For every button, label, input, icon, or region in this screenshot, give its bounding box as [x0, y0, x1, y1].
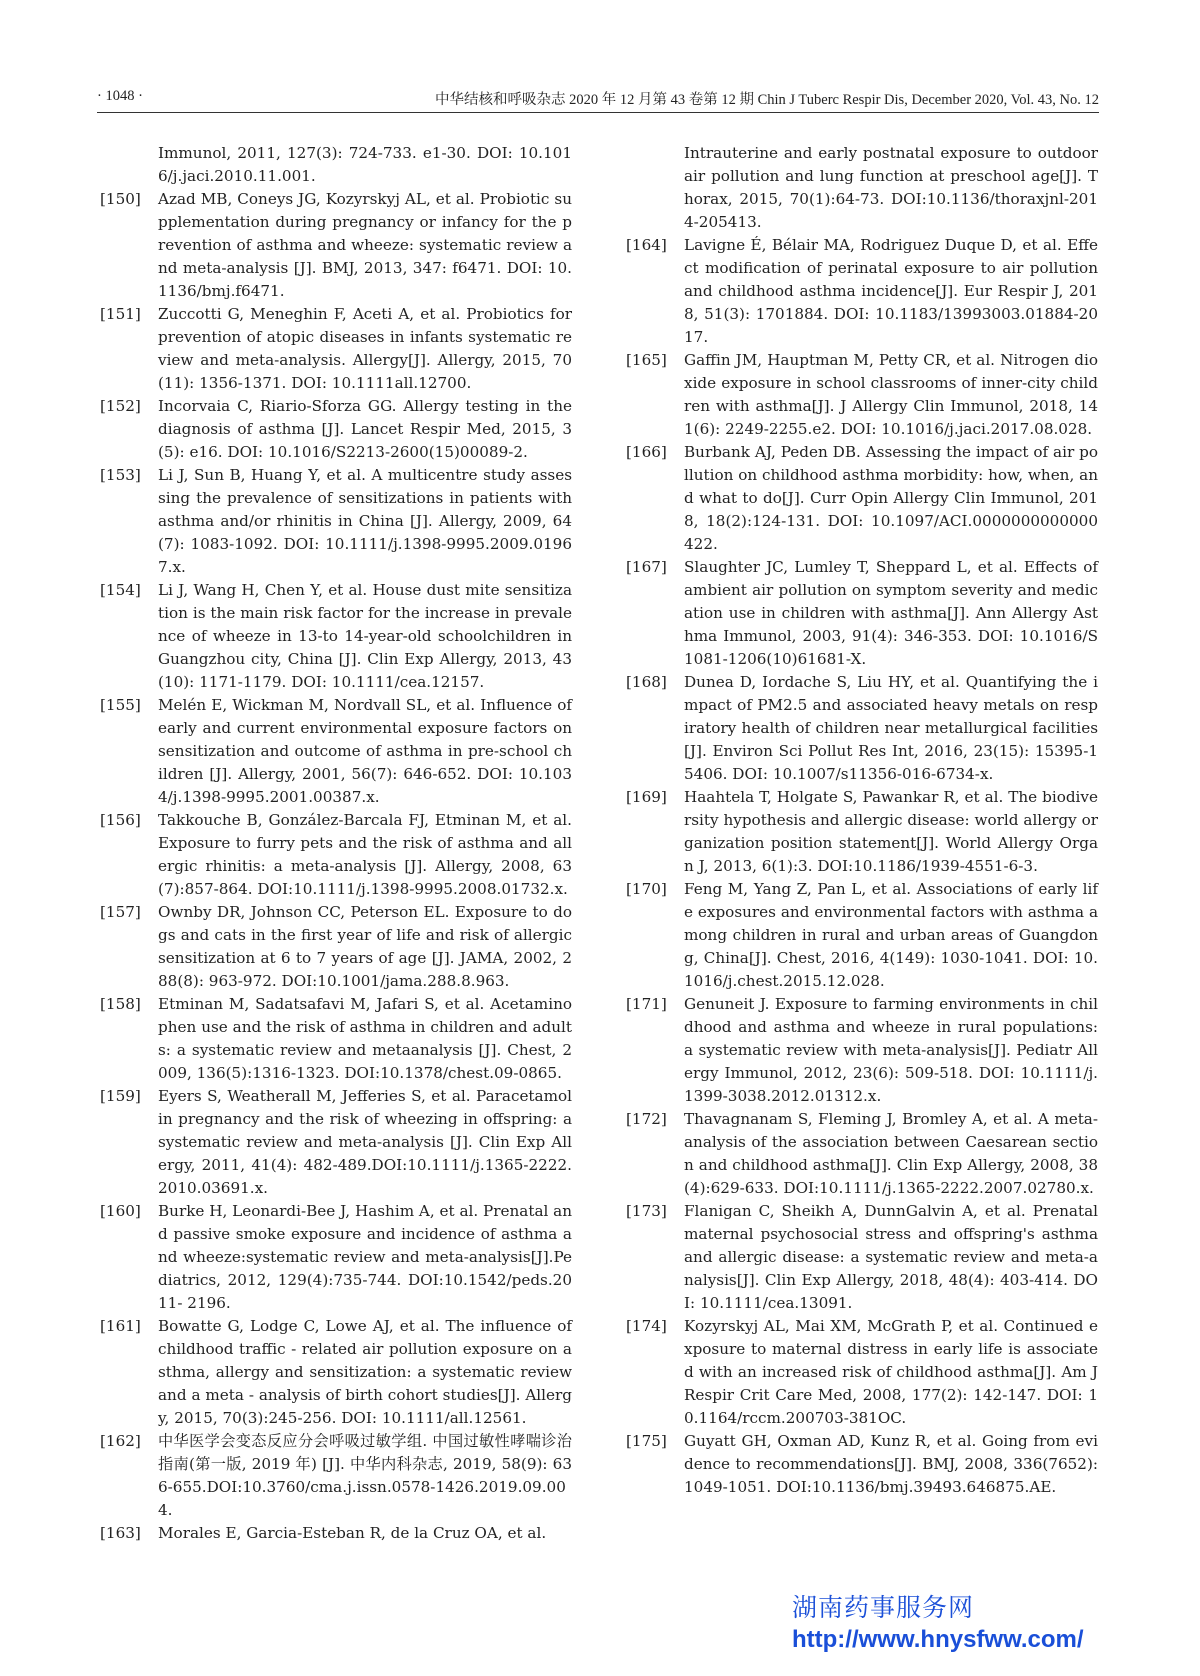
reference-number: [167] — [626, 558, 667, 576]
reference-entry — [626, 993, 1098, 1108]
reference-entry — [100, 694, 572, 809]
reference-entry — [100, 579, 572, 694]
reference-number: [164] — [626, 236, 667, 254]
reference-number: [163] — [100, 1524, 141, 1542]
reference-number: [173] — [626, 1202, 667, 1220]
reference-number: [152] — [100, 397, 141, 415]
reference-number: [165] — [626, 351, 667, 369]
reference-text: Burke H, Leonardi-Bee J, Hashim A, et al. Prenatal and passive smoke exposure and incidence of asthma and wheeze:systematic review and meta-analysis[J].Pediatrics, 2012, 129(4):735-744. DOI:10.1542/peds.2011- 2196. — [158, 1202, 573, 1312]
reference-number: [159] — [100, 1087, 141, 1105]
reference-number: [170] — [626, 880, 667, 898]
reference-number: [175] — [626, 1432, 667, 1450]
reference-text: Lavigne É, Bélair MA, Rodriguez Duque D, et al. Effect modification of perinatal exposure to air pollution and childhood asthma incidence[J]. Eur Respir J, 2018, 51(3): 1701884. DOI: 10.1183/13993003.01884-2017. — [684, 236, 1098, 346]
page-number: · 1048 · — [97, 88, 143, 104]
reference-text: Melén E, Wickman M, Nordvall SL, et al. Influence of early and current environmental exposure factors on sensitization and outcome of asthma in pre-school children [J]. Allergy, 2001, 56(7): 646-652. DOI: 10.1034/j.1398-9995.2001.00387.x. — [158, 696, 572, 806]
reference-number: [168] — [626, 673, 667, 691]
reference-entry — [626, 878, 1098, 993]
reference-number: [161] — [100, 1317, 141, 1335]
reference-text: Ownby DR, Johnson CC, Peterson EL. Exposure to dogs and cats in the first year of life and risk of allergic sensitization at 6 to 7 years of age [J]. JAMA, 2002, 288(8): 963-972. DOI:10.1001/jama.288.8.963. — [158, 903, 572, 990]
reference-text: Kozyrskyj AL, Mai XM, McGrath P, et al. Continued exposure to maternal distress in early life is associated with an increased risk of childhood asthma[J]. Am J Respir Crit Care Med, 2008, 177(2): 142-147. DOI: 10.1164/rccm.200703-381OC. — [684, 1317, 1098, 1427]
reference-text: Eyers S, Weatherall M, Jefferies S, et al. Paracetamol in pregnancy and the risk of wheezing in offspring: a systematic review and meta-analysis [J]. Clin Exp Allergy, 2011, 41(4): 482-489.DOI:10.1111/j.1365-2222.2010.03691.x. — [158, 1087, 572, 1197]
reference-entry — [100, 464, 572, 579]
reference-entry — [626, 441, 1098, 556]
reference-text: Thavagnanam S, Fleming J, Bromley A, et al. A meta-analysis of the association between Caesarean section and childhood asthma[J]. Clin Exp Allergy, 2008, 38(4):629-633. DOI:10.1111/j.1365-2222.2007.02780.x. — [684, 1110, 1098, 1197]
reference-entry — [100, 993, 572, 1085]
reference-number: [162] — [100, 1432, 141, 1450]
page-header — [97, 82, 1099, 113]
reference-number: [174] — [626, 1317, 667, 1335]
reference-text: Zuccotti G, Meneghin F, Aceti A, et al. Probiotics for prevention of atopic diseases in infants systematic review and meta-analysis. Allergy[J]. Allergy, 2015, 70(11): 1356-1371. DOI: 10.1111all.12700. — [158, 305, 572, 392]
reference-number: [158] — [100, 995, 141, 1013]
reference-entry — [100, 1085, 572, 1200]
reference-entry — [626, 234, 1098, 349]
reference-number: [156] — [100, 811, 141, 829]
reference-entry — [626, 1108, 1098, 1200]
reference-text: Morales E, Garcia-Esteban R, de la Cruz OA, et al. — [158, 1524, 547, 1542]
reference-number: [153] — [100, 466, 141, 484]
reference-number: [172] — [626, 1110, 667, 1128]
reference-text: Bowatte G, Lodge C, Lowe AJ, et al. The influence of childhood traffic - related air pollution exposure on asthma, allergy and sensitization: a systematic review and a meta - analysis of birth cohort studies[J]. Allergy, 2015, 70(3):245-256. DOI: 10.1111/all.12561. — [158, 1317, 572, 1427]
reference-entry — [626, 349, 1098, 441]
reference-text: Flanigan C, Sheikh A, DunnGalvin A, et al. Prenatal maternal psychosocial stress and offspring's asthma and allergic disease: a systematic review and meta-analysis[J]. Clin Exp Allergy, 2018, 48(4): 403-414. DOI: 10.1111/cea.13091. — [684, 1202, 1098, 1312]
reference-entry — [626, 142, 1098, 234]
reference-number: [155] — [100, 696, 141, 714]
reference-text: Haahtela T, Holgate S, Pawankar R, et al. The biodiversity hypothesis and allergic disease: world allergy organization position statement[J]. World Allergy Organ J, 2013, 6(1):3. DOI:10.1186/1939-4551-6-3. — [684, 788, 1098, 875]
reference-number: [150] — [100, 190, 141, 208]
reference-text: Genuneit J. Exposure to farming environments in childhood and asthma and wheeze in rural populations: a systematic review with meta-analysis[J]. Pediatr Allergy Immunol, 2012, 23(6): 509-518. DOI: 10.1111/j.1399-3038.2012.01312.x. — [684, 995, 1098, 1105]
reference-entry — [100, 901, 572, 993]
reference-entry — [626, 1200, 1098, 1315]
reference-number: [169] — [626, 788, 667, 806]
watermark-site-name: 湖南药事服务网 — [792, 1593, 975, 1622]
reference-entry — [100, 142, 572, 188]
watermark-url[interactable]: http://www.hnysfww.com/ — [792, 1626, 1084, 1653]
reference-text: Burbank AJ, Peden DB. Assessing the impact of air pollution on childhood asthma morbidity: how, when, and what to do[J]. Curr Opin Allergy Clin Immunol, 2018, 18(2):124-131. DOI: 10.1097/ACI.0000000000000422. — [684, 443, 1098, 553]
reference-entry — [626, 556, 1098, 671]
reference-entry — [626, 1315, 1098, 1430]
reference-text: Incorvaia C, Riario-Sforza GG. Allergy testing in the diagnosis of asthma [J]. Lancet Respir Med, 2015, 3(5): e16. DOI: 10.1016/S2213-2600(15)00089-2. — [158, 397, 572, 461]
reference-entry — [100, 303, 572, 395]
reference-entry — [100, 809, 572, 901]
reference-column-left — [100, 142, 572, 1545]
reference-text: Takkouche B, González-Barcala FJ, Etminan M, et al. Exposure to furry pets and the risk of asthma and allergic rhinitis: a meta-analysis [J]. Allergy, 2008, 63(7):857-864. DOI:10.1111/j.1398-9995.2008.01732.x. — [158, 811, 572, 898]
reference-entry — [100, 1522, 572, 1545]
journal-citation: 中华结核和呼吸杂志 2020 年 12 月第 43 卷第 12 期 Chin J Tuberc Respir Dis, December 2020, Vol. 43, No. 12 — [434, 92, 1099, 108]
reference-text: Azad MB, Coneys JG, Kozyrskyj AL, et al. Probiotic supplementation during pregnancy or infancy for the prevention of asthma and wheeze: systematic review and meta-analysis [J]. BMJ, 2013, 347: f6471. DOI: 10.1136/bmj.f6471. — [158, 190, 572, 300]
reference-text: Feng M, Yang Z, Pan L, et al. Associations of early life exposures and environmental factors with asthma among children in rural and urban areas of Guangdong, China[J]. Chest, 2016, 4(149): 1030-1041. DOI: 10.1016/j.chest.2015.12.028. — [684, 880, 1098, 990]
reference-entry — [626, 671, 1098, 786]
watermark — [792, 1588, 1092, 1654]
reference-text: Immunol, 2011, 127(3): 724-733. e1-30. DOI: 10.1016/j.jaci.2010.11.001. — [158, 144, 572, 185]
reference-entry — [100, 188, 572, 303]
reference-entry — [626, 786, 1098, 878]
reference-entry — [100, 1200, 572, 1315]
reference-entry — [626, 1430, 1098, 1499]
reference-number: [171] — [626, 995, 667, 1013]
reference-number: [157] — [100, 903, 141, 921]
reference-column-right — [626, 142, 1098, 1499]
reference-text: 中华医学会变态反应分会呼吸过敏学组. 中国过敏性哮喘诊治指南(第一版, 2019 年) [J]. 中华内科杂志, 2019, 58(9): 636-655.DOI:10.3760/cma.j.issn.0578-1426.2019.09.004. — [158, 1432, 572, 1519]
reference-text: Gaffin JM, Hauptman M, Petty CR, et al. Nitrogen dioxide exposure in school classrooms of inner-city children with asthma[J]. J Allergy Clin Immunol, 2018, 141(6): 2249-2255.e2. DOI: 10.1016/j.jaci.2017.08.028. — [684, 351, 1098, 438]
reference-text: Guyatt GH, Oxman AD, Kunz R, et al. Going from evidence to recommendations[J]. BMJ, 2008, 336(7652): 1049-1051. DOI:10.1136/bmj.39493.646875.AE. — [684, 1432, 1098, 1496]
reference-number: [160] — [100, 1202, 141, 1220]
reference-number: [151] — [100, 305, 141, 323]
reference-entry — [100, 1430, 572, 1522]
reference-number: [154] — [100, 581, 141, 599]
reference-entry — [100, 395, 572, 464]
reference-text: Intrauterine and early postnatal exposure to outdoor air pollution and lung function at preschool age[J]. Thorax, 2015, 70(1):64-73. DOI:10.1136/thoraxjnl-2014-205413. — [684, 144, 1098, 231]
reference-text: Li J, Wang H, Chen Y, et al. House dust mite sensitization is the main risk factor for the increase in prevalence of wheeze in 13-to 14-year-old schoolchildren in Guangzhou city, China [J]. Clin Exp Allergy, 2013, 43(10): 1171-1179. DOI: 10.1111/cea.12157. — [158, 581, 572, 691]
reference-text: Etminan M, Sadatsafavi M, Jafari S, et al. Acetaminophen use and the risk of asthma in children and adults: a systematic review and metaanalysis [J]. Chest, 2009, 136(5):1316-1323. DOI:10.1378/chest.09-0865. — [158, 995, 572, 1082]
reference-number: [166] — [626, 443, 667, 461]
reference-text: Dunea D, Iordache S, Liu HY, et al. Quantifying the impact of PM2.5 and associated heavy metals on respiratory health of children near metallurgical facilities[J]. Environ Sci Pollut Res Int, 2016, 23(15): 15395-15406. DOI: 10.1007/s11356-016-6734-x. — [684, 673, 1098, 783]
reference-text: Li J, Sun B, Huang Y, et al. A multicentre study assessing the prevalence of sensitizations in patients with asthma and/or rhinitis in China [J]. Allergy, 2009, 64(7): 1083-1092. DOI: 10.1111/j.1398-9995.2009.01967.x. — [158, 466, 572, 576]
reference-entry — [100, 1315, 572, 1430]
reference-text: Slaughter JC, Lumley T, Sheppard L, et al. Effects of ambient air pollution on symptom severity and medication use in children with asthma[J]. Ann Allergy Asthma Immunol, 2003, 91(4): 346-353. DOI: 10.1016/S1081-1206(10)61681-X. — [684, 558, 1098, 668]
